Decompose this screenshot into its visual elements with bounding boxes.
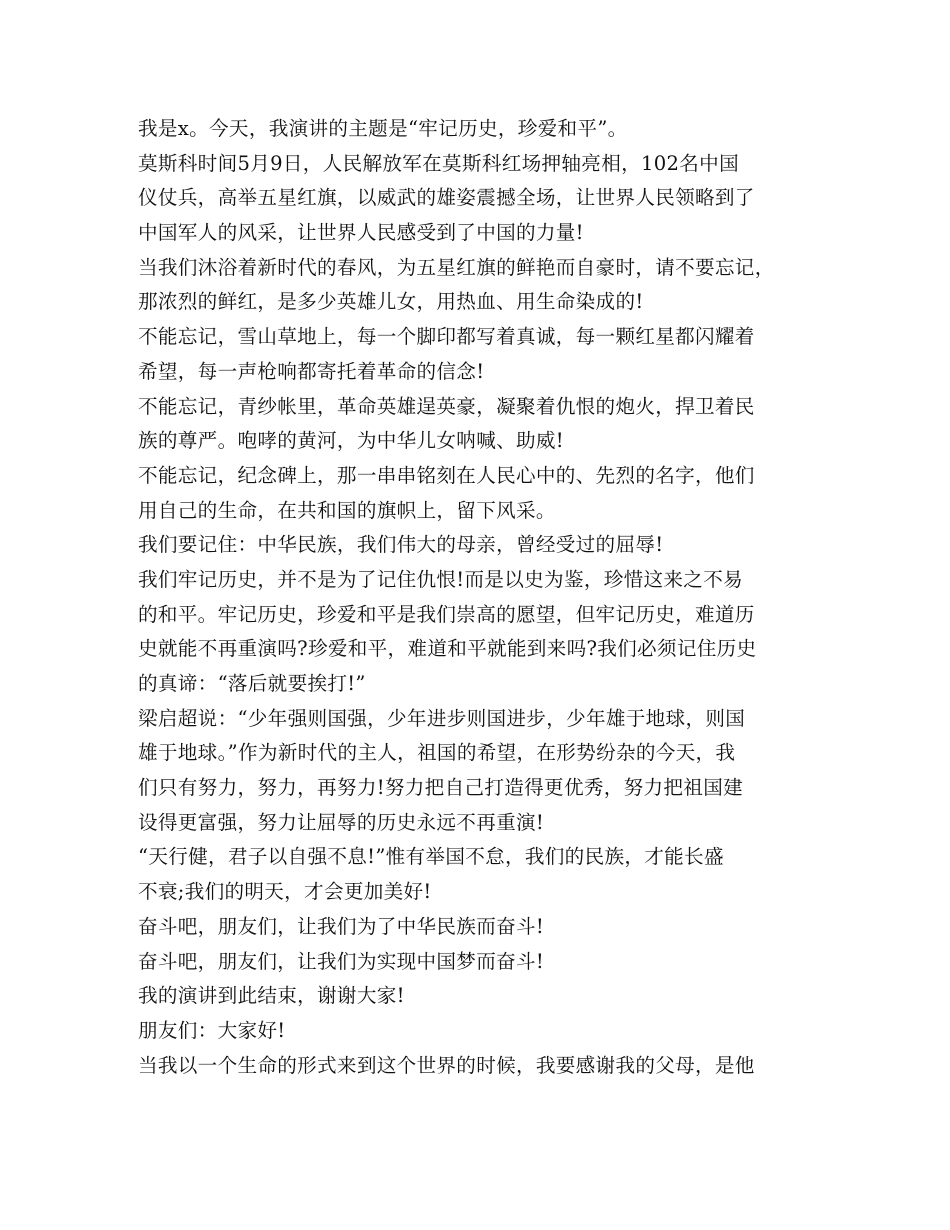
text-line: 设得更富强，努力让屈辱的历史永远不再重演!: [138, 810, 545, 834]
text-line: 不能忘记，雪山草地上，每一个脚印都写着真诚，每一颗红星都闪耀着: [138, 325, 755, 349]
text-line: 我们要记住：中华民族，我们伟大的母亲，曾经受过的屈辱!: [138, 533, 664, 557]
text-line: 梁启超说：“少年强则国强，少年进步则国进步，少年雄于地球，则国: [138, 706, 746, 730]
text-line: 用自己的生命，在共和国的旗帜上，留下风采。: [138, 498, 556, 522]
text-line: 族的尊严。咆哮的黄河，为中华儿女呐喊、助威!: [138, 429, 564, 453]
text-line: 希望，每一声枪响都寄托着革命的信念!: [138, 359, 485, 383]
text-line: 不能忘记，纪念碑上，那一串串铭刻在人民心中的、先烈的名字，他们: [138, 463, 755, 487]
speech-text: [138, 112, 828, 1083]
text-line: 那浓烈的鲜红，是多少英雄儿女，用热血、用生命染成的!: [138, 290, 644, 314]
text-line: 的和平。牢记历史，珍爱和平是我们崇高的愿望，但牢记历史，难道历: [138, 602, 755, 626]
text-line: 我是x。今天，我演讲的主题是“牢记历史，珍爱和平”。: [138, 117, 628, 140]
text-line: 中国军人的风采，让世界人民感受到了中国的力量!: [138, 221, 584, 245]
text-line: 奋斗吧，朋友们，让我们为了中华民族而奋斗!: [138, 914, 545, 938]
text-line: 仪仗兵，高举五星红旗，以威武的雄姿震撼全场，让世界人民领略到了: [138, 186, 755, 210]
text-line: 的真谛：“落后就要挨打!”: [138, 672, 366, 695]
text-line: 们只有努力，努力，再努力!努力把自己打造得更优秀，努力把祖国建: [138, 776, 743, 800]
text-line: 不能忘记，青纱帐里，革命英雄逞英豪，凝聚着仇恨的炮火，捍卫着民: [138, 394, 755, 418]
text-line: 当我们沐浴着新时代的春风，为五星红旗的鲜艳而自豪时，请不要忘记，: [138, 255, 775, 279]
text-line: 雄于地球。”作为新时代的主人，祖国的希望，在形势纷杂的今天，我: [138, 741, 736, 765]
text-line: 朋友们：大家好!: [138, 1018, 286, 1042]
text-line: “天行健，君子以自强不息!”惟有举国不怠，我们的民族，才能长盛: [138, 845, 724, 869]
text-line: 奋斗吧，朋友们，让我们为实现中国梦而奋斗!: [138, 949, 545, 973]
text-line: 我的演讲到此结束，谢谢大家!: [138, 984, 405, 1008]
text-line: 当我以一个生命的形式来到这个世界的时候，我要感谢我的父母，是他: [138, 1053, 755, 1077]
text-line: 莫斯科时间5月9日，人民解放军在莫斯科红场押轴亮相，102名中国: [138, 151, 739, 175]
text-line: 不衰;我们的明天，才会更加美好!: [138, 880, 432, 904]
text-line: 史就能不再重演吗?珍爱和平，难道和平就能到来吗?我们必须记住历史: [138, 637, 757, 661]
text-line: 我们牢记历史，并不是为了记住仇恨!而是以史为鉴，珍惜这来之不易: [138, 567, 743, 591]
